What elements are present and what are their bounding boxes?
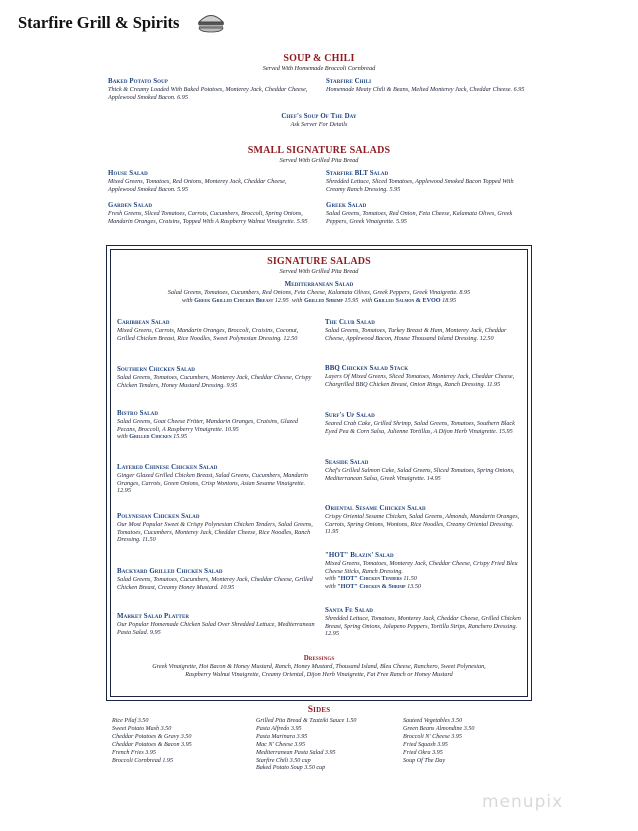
item-desc: Mixed Greens, Tomatoes, Monterey Jack, Cheddar Cheese, Crispy Fried Bleu Cheese Sticks, Ranch Dressing. — [325, 560, 518, 575]
side-item: Pasta Marinara 3.95 — [256, 733, 308, 740]
item-name: Greek Salad — [326, 202, 367, 209]
side-item: Baked Potato Soup 3.50 cup — [256, 765, 326, 772]
menu-item-oriental-sesame-chicken-salad — [325, 504, 525, 536]
item-desc: Thick & Creamy Loaded With Baked Potatoes, Monterey Jack, Cheddar Cheese, Applewood Smoked Bacon. — [108, 86, 308, 101]
small-salads-subtitle: Served With Grilled Pita Bread — [279, 157, 359, 164]
item-price: 8.95 — [459, 289, 471, 296]
item-name: Backyard Grilled Chicken Salad — [117, 568, 223, 575]
option-name: Greek Grilled Chicken Breast — [194, 296, 274, 304]
menu-item-hot-blazin-salad: "HOT" Blazin' Salad Mixed Greens, Tomatoes, Monterey Jack, Cheddar Cheese, Crispy Fried Bleu Cheese Sticks, Ranch Dressing. with "HOT" Chicken Tenders 11.50 with "HOT" Chicken & Shrimp 13.50 — [325, 551, 525, 590]
item-price: 5.95 — [389, 185, 401, 193]
item-name: Starfire BLT Salad — [326, 170, 389, 177]
item-price: 12.95 — [117, 487, 131, 495]
item-price: 6.95 — [177, 93, 188, 101]
menu-item-backyard-grilled-chicken-salad — [117, 567, 313, 591]
item-name: Southern Chicken Salad — [117, 366, 196, 373]
side-item: Fried Okra 3.95 — [403, 749, 443, 756]
menu-item-garden-salad — [108, 201, 313, 225]
item-desc: Salad Greens, Tomatoes, Cucumbers, Monterey Jack, Cheddar Cheese, Grilled Chicken Breast, Creamy Honey Mustard. — [117, 576, 313, 591]
side-item: Soup Of The Day — [403, 757, 446, 764]
side-item: Grilled Pita Bread & Tzatziki Sauce 1.50 — [256, 718, 357, 724]
small-salads-title: SMALL SIGNATURE SALADS — [247, 145, 391, 156]
item-desc: Salad Greens, Tomatoes, Cucumbers, Red Onions, Feta Cheese, Kalamata Olives, Greek Peppers, Greek Vinaigrette. — [167, 289, 458, 296]
item-desc: Ask Server For Details — [290, 121, 348, 128]
item-desc: Our Most Popular Sweet & Crispy Polynesian Chicken Tenders, Salad Greens, Tomatoes, Cucumbers, Monterey Jack, Cheddar Cheese, Rice Noodles, Ranch Dressing. — [117, 521, 313, 544]
menu-item-bbq-chicken-salad-stack — [325, 364, 525, 388]
menu-item-polynesian-chicken-salad — [117, 512, 313, 544]
item-name: Polynesian Chicken Salad — [117, 513, 200, 520]
side-item: Sauteed Vegetables 3.50 — [403, 718, 463, 724]
item-price: 9.95 — [226, 381, 238, 389]
option-price: 11.50 — [403, 575, 417, 583]
option-price: 15.95 — [173, 433, 188, 441]
item-desc: Shredded Lettuce, Sliced Tomatoes, Applewood Smoked Bacon Topped With Creamy Ranch Dressing. — [326, 178, 514, 193]
menu-item-southern-chicken-salad — [117, 365, 313, 389]
menu-item-baked-potato-soup — [108, 77, 313, 101]
item-desc: Shredded Lettuce, Tomatoes, Monterey Jack, Cheddar Cheese, Grilled Chicken Breast, Spring Onions, Jalapeno Peppers, Tortilla Strips, Ranchero Dressing. — [325, 615, 521, 630]
item-name: Bistro Salad — [117, 410, 159, 417]
menu-item-caribbean-salad — [117, 318, 313, 342]
item-desc: Crispy Oriental Sesame Chicken, Salad Greens, Almonds, Mandarin Oranges, Carrots, Spring Onions, Wontons, Rice Noodles, Creamy Oriental Dressing. — [325, 513, 520, 528]
signature-salads-subtitle: Served With Grilled Pita Bread — [279, 268, 359, 275]
sides-column-3 — [403, 718, 533, 765]
sides-column-2 — [256, 718, 396, 773]
menu-item-layered-chinese-chicken-salad — [117, 463, 313, 495]
item-price: 5.95 — [396, 217, 407, 225]
item-price: 10.95 — [220, 583, 235, 591]
option-price: 12.95 — [274, 296, 289, 304]
soup-chili-title: SOUP & CHILI — [283, 53, 355, 64]
item-desc: Salad Greens, Tomatoes, Turkey Breast & Ham, Monterey Jack, Cheddar Cheese, Applewood Bacon, House Thousand Island Dressing. — [325, 327, 507, 342]
item-desc: Mixed Greens, Tomatoes, Red Onions, Monterey Jack, Cheddar Cheese, Applewood Smoked Bacon. — [108, 178, 287, 193]
item-name: Seaside Salad — [325, 459, 369, 466]
menu-item-starfire-chili — [326, 77, 526, 94]
menu-item-mediterranean-salad — [113, 280, 525, 304]
side-item: French Fries 3.95 — [112, 749, 156, 756]
side-item: Mac N' Cheese 3.95 — [256, 741, 306, 748]
burger-logo-icon — [196, 11, 226, 33]
item-name: "HOT" Blazin' Salad — [325, 552, 394, 559]
item-desc: Salad Greens, Tomatoes, Red Onion, Feta Cheese, Kalamata Olives, Greek Peppers, Greek Vinaigrette. — [326, 210, 513, 225]
menu-item-greek-salad — [326, 201, 531, 225]
restaurant-name: Starfire Grill & Spirits — [18, 13, 180, 32]
menu-item-soup-of-day — [0, 112, 638, 129]
menupix-watermark: menupix — [482, 792, 564, 812]
item-name: Chef's Soup Of The Day — [281, 113, 357, 120]
item-name: Baked Potato Soup — [108, 78, 169, 85]
item-price: 9.95 — [149, 628, 161, 636]
item-desc: Layers Of Mixed Greens, Sliced Tomatoes, Monterey Jack, Cheddar Cheese, Chargrilled BBQ Chicken Breast, Onion Rings, Ranch Dressing. — [325, 373, 515, 388]
item-name: Caribbean Salad — [117, 319, 170, 326]
item-price: 6.95 — [513, 86, 525, 93]
item-desc: Mixed Greens, Carrots, Mandarin Oranges, Broccoli, Craisins, Coconut, Grilled Chicken Breast, Rice Noodles, Sweet Polynesian Dressing. — [117, 327, 299, 342]
restaurant-logo — [18, 10, 228, 36]
option-price: 18.95 — [442, 296, 457, 304]
menu-item-the-club-salad — [325, 318, 525, 342]
signature-salads-title: SIGNATURE SALADS — [267, 256, 371, 267]
item-name: House Salad — [108, 170, 148, 177]
item-price: 12.95 — [325, 630, 339, 638]
item-name: Surf's Up Salad — [325, 412, 375, 419]
item-name: Mediterranean Salad — [284, 281, 354, 288]
item-price: 15.95 — [498, 427, 513, 435]
side-item: Broccoli Cornbread 1.95 — [112, 757, 173, 764]
item-name: BBQ Chicken Salad Stack — [325, 365, 409, 372]
item-price: 5.95 — [296, 217, 308, 225]
menu-item-bistro-salad: Bistro Salad Salad Greens, Goat Cheese Fritter, Mandarin Oranges, Craisins, Glazed Pecans, Broccoli, A Raspberry Vinaigrette. 10.95 with Grilled Chicken 15.95 — [117, 409, 313, 441]
side-item: Sweet Potato Mash 3.50 — [112, 725, 172, 732]
menu-item-surfs-up-salad — [325, 411, 525, 435]
item-price: 11.50 — [142, 536, 156, 544]
menu-item-seaside-salad — [325, 458, 525, 482]
item-name: Santa Fe Salad — [325, 607, 374, 614]
item-name: Garden Salad — [108, 202, 153, 209]
item-price: 14.95 — [426, 474, 441, 482]
option-name: Grilled Chicken — [129, 433, 172, 441]
mediterranean-options: with Greek Grilled Chicken Breast 12.95 with Grilled Shrimp 15.95 with Grilled Salmon & EVOO 18.95 — [181, 296, 457, 304]
option-name: "HOT" Chicken Tenders — [337, 575, 402, 583]
soup-chili-subtitle: Served With Homemade Broccoli Cornbread — [262, 65, 376, 72]
side-item: Fried Squash 3.95 — [403, 741, 448, 748]
item-desc: Our Popular Homemade Chicken Salad Over Shredded Lettuce, Mediterranean Pasta Salad. — [117, 621, 315, 636]
side-item: Cheddar Potatoes & Bacon 3.95 — [112, 741, 192, 748]
item-price: 10.95 — [224, 425, 239, 433]
menu-item-santa-fe-salad — [325, 606, 525, 638]
item-price: 12.50 — [283, 334, 298, 342]
side-item: Rice Pilaf 3.50 — [112, 718, 149, 724]
side-item: Green Beans Almondine 3.50 — [403, 725, 475, 732]
item-name: Starfire Chili — [326, 78, 372, 85]
menu-item-house-salad — [108, 169, 313, 193]
side-item: Mediterranean Pasta Salad 3.95 — [256, 749, 336, 756]
dressings — [140, 654, 498, 678]
side-item: Cheddar Potatoes & Gravy 3.50 — [112, 733, 192, 740]
dressings-list: Greek Vinaigrette, Hot Bacon & Honey Mustard, Ranch, Honey Mustard, Thousand Island, Bleu Cheese, Ranchero, Sweet Polynesian, Raspberry Walnut Vinaigrette, Creamy Oriental, Dijon Herb Vinaigrette, Fat Free Ranch or Honey Mustard — [152, 663, 486, 678]
item-desc: Salad Greens, Tomatoes, Cucumbers, Monterey Jack, Cheddar Cheese, Crispy Chicken Tenders, Honey Mustard Dressing. — [117, 374, 312, 389]
item-desc: Salad Greens, Goat Cheese Fritter, Mandarin Oranges, Craisins, Glazed Pecans, Broccoli, A Raspberry Vinaigrette. — [117, 418, 298, 433]
item-price: 12.50 — [479, 334, 494, 342]
side-item: Pasta Alfredo 3.95 — [256, 725, 302, 732]
item-desc: Chef's Grilled Salmon Cake, Salad Greens, Sliced Tomatoes, Spring Onions, Mediterranean Salsa, Greek Vinaigrette. — [325, 467, 515, 482]
side-item: Starfire Chili 3.50 cup — [256, 757, 311, 764]
dressings-title: Dressings — [303, 655, 335, 662]
option-name: Grilled Salmon & EVOO — [373, 296, 441, 304]
item-name: The Club Salad — [325, 319, 375, 326]
item-name: Oriental Sesame Chicken Salad — [325, 505, 426, 512]
item-desc: Ginger Glazed Grilled Chicken Breast, Salad Greens, Cucumbers, Mandarin Oranges, Carrots, Green Onions, Crisp Wontons, Asian Sesame Vinaigrette. — [117, 472, 308, 487]
item-desc: Homemade Meaty Chili & Beans, Melted Monterey Jack, Cheddar Cheese. — [326, 86, 513, 93]
item-desc: Fresh Greens, Sliced Tomatoes, Carrots, Cucumbers, Broccoli, Spring Onions, Mandarin Oranges, Craisins, Topped With A Raspberry Walnut Vinaigrette. — [108, 210, 303, 225]
menu-item-market-salad-platter — [117, 612, 317, 636]
item-price: 5.95 — [177, 185, 188, 193]
item-desc: Seared Crab Cake, Grilled Shrimp, Salad Greens, Tomatoes, Southern Black Eyed Pea & Corn Salsa, Julienne Tortillas, A Dijon Herb Vinaigrette. — [325, 420, 515, 435]
item-name: Market Salad Platter — [117, 613, 190, 620]
sides-column-1 — [112, 718, 247, 765]
option-price: 15.95 — [344, 296, 359, 304]
item-price: 11.95 — [486, 380, 501, 388]
item-price: 11.95 — [325, 528, 339, 536]
option-price: 13.50 — [407, 582, 422, 590]
side-item: Broccoli N' Cheese 3.95 — [403, 733, 462, 740]
menu-item-starfire-blt-salad — [326, 169, 531, 193]
item-name: Layered Chinese Chicken Salad — [117, 464, 218, 471]
option-name: Grilled Shrimp — [304, 296, 343, 304]
option-name: "HOT" Chicken & Shrimp — [337, 582, 406, 590]
sides-title: Sides — [307, 705, 331, 715]
